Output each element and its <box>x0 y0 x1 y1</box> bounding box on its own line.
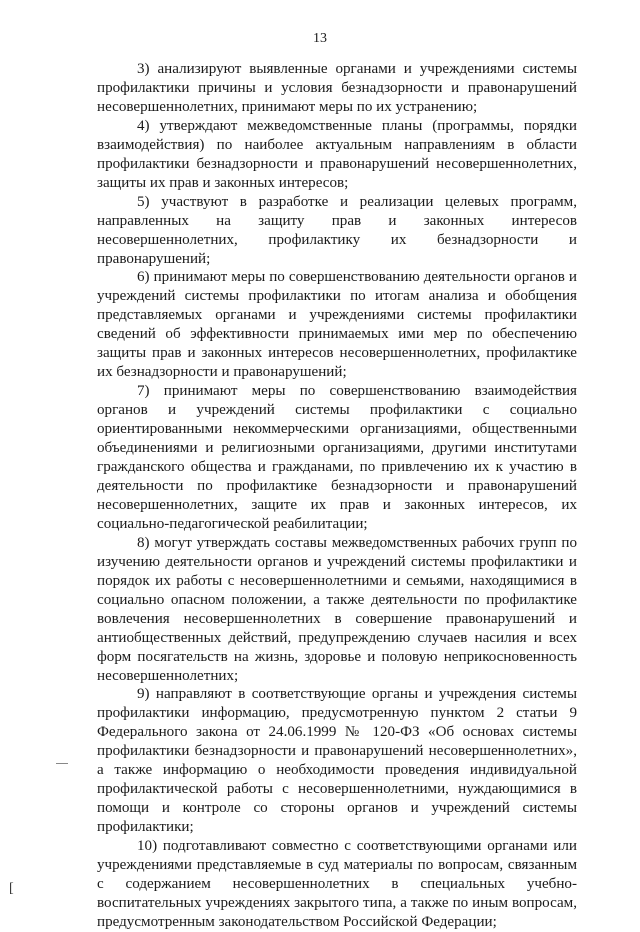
page-number: 13 <box>313 31 327 46</box>
list-item-6: 6) принимают меры по совершенствованию деятельности органов и учреждений системы профилактики по итогам анализа и обобщения представляемых органами и учреждениями системы профилактики сведений об эффективности принимаемых ими мер по обеспечению защиты прав и законных интересов несовершеннолетних, профилактике их безнадзорности и правонарушений; <box>97 269 577 381</box>
list-item-10: 10) подготавливают совместно с соответствующими органами или учреждениями представляемые в суд материалы по вопросам, связанным с содержанием несовершеннолетних в специальных учебно-воспитательных учреждениях закрытого типа, а также по иным вопросам, предусмотренным законодательством Российской Федерации; <box>97 838 577 930</box>
list-item-7: 7) принимают меры по совершенствованию взаимодействия органов и учреждений системы профилактики с социально ориентированными некоммерческими организациями, общественными объединениями и религиозными организациями, другими институтами гражданского общества и гражданами, по привлечению их к участию в деятельности по профилактике безнадзорности и правонарушений несовершеннолетних, защите их прав и законных интересов, их социально-педагогической реабилитации; <box>97 383 577 532</box>
corner-mark: [ <box>9 881 14 896</box>
list-item-9: 9) направляют в соответствующие органы и учреждения системы профилактики информацию, предусмотренную пунктом 2 статьи 9 Федерального закона от 24.06.1999 № 120-ФЗ «Об основах системы профилактики безнадзорности и правонарушений несовершеннолетних», а также информацию о необходимости проведения индивидуальной профилактической работы с несовершеннолетними, нуждающимися в помощи и контроле со стороны органов и учреждений системы профилактики; <box>97 686 577 836</box>
list-item-3: 3) анализируют выявленные органами и учреждениями системы профилактики причины и условия безнадзорности и правонарушений несовершеннолетних, принимают меры по их устранению; <box>97 61 577 115</box>
list-item-5: 5) участвуют в разработке и реализации целевых программ, направленных на защиту прав и законных интересов несовершеннолетних, профилактику их безнадзорности и правонарушений; <box>97 193 577 267</box>
list-item-4: 4) утверждают межведомственные планы (программы, порядки взаимодействия) по наиболее актуальным направлениям в области профилактики безнадзорности и правонарушений несовершеннолетних, защиты их прав и законных интересов; <box>97 117 577 191</box>
document-body <box>97 60 577 932</box>
list-item-8: 8) могут утверждать составы межведомственных рабочих групп по изучению деятельности органов и учреждений системы профилактики и порядок их работы с несовершеннолетними и семьями, находящимися в социально опасном положении, а также деятельности по профилактике вовлечения несовершеннолетних в совершение правонарушений и антиобщественных действий, предупреждению случаев насилия и всех форм посягательств на жизнь, здоровье и половую неприкосновенность несовершеннолетних; <box>97 534 577 684</box>
scan-artifact-dash <box>56 763 68 764</box>
